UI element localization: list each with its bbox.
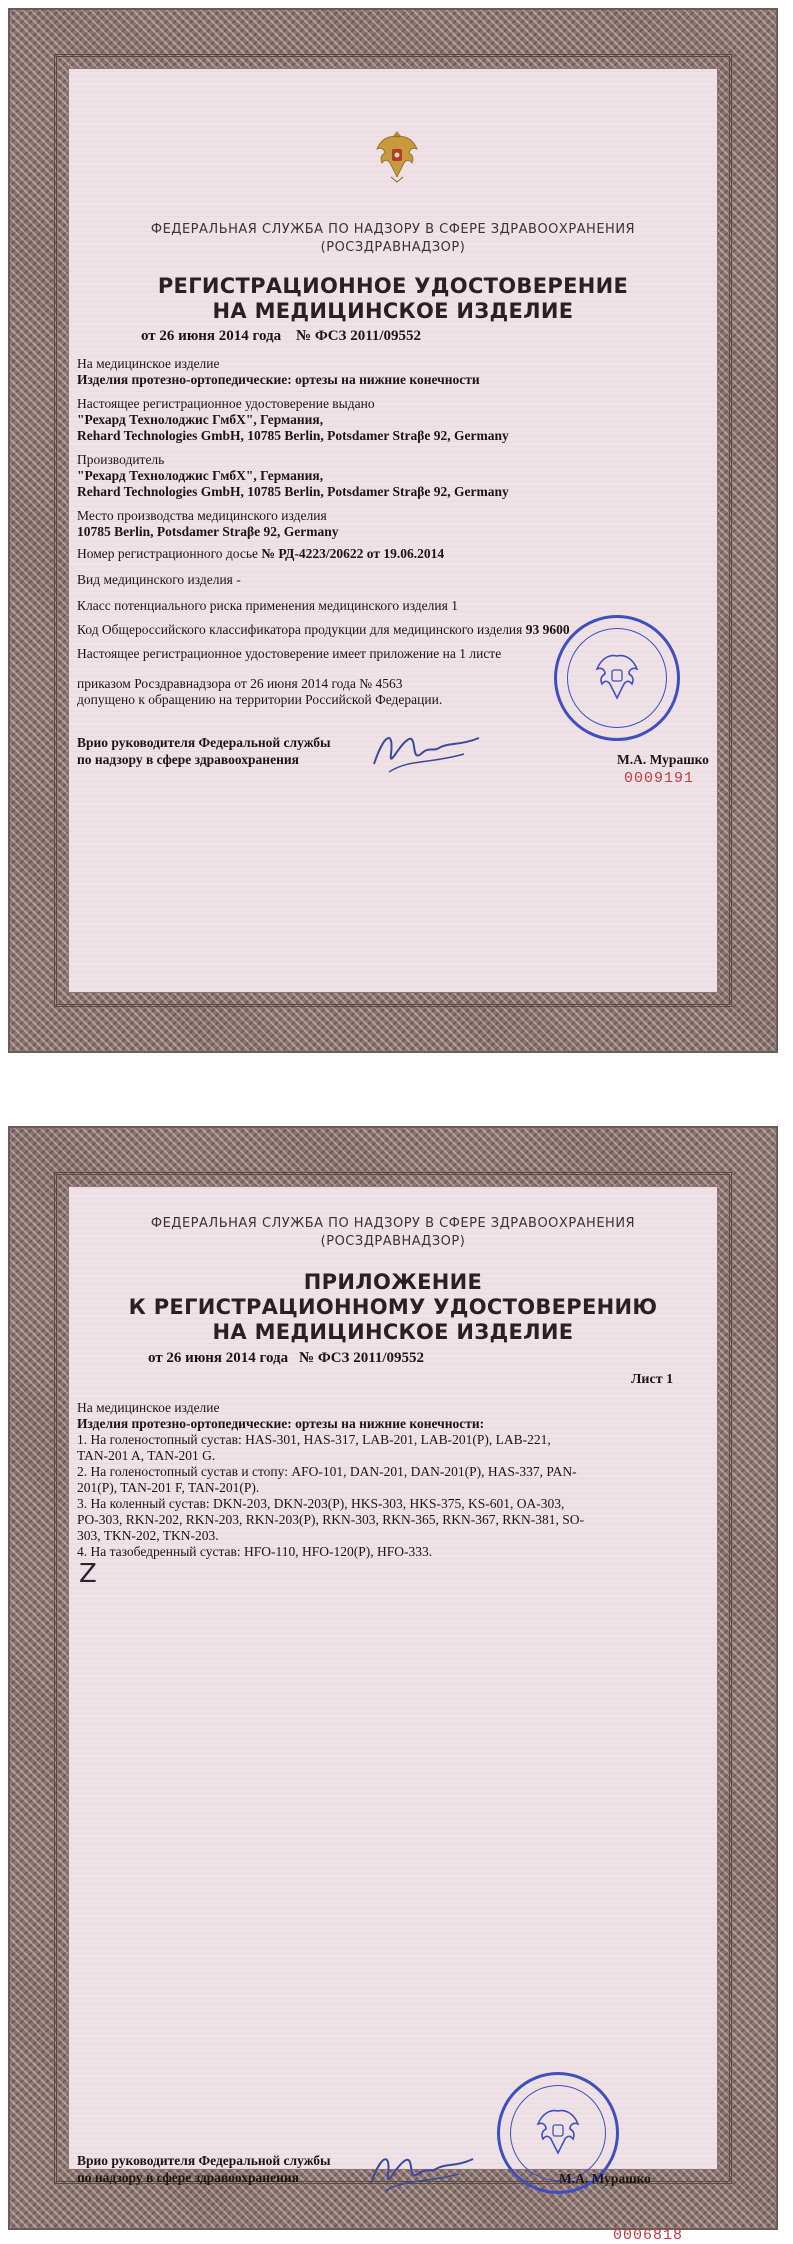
item3-line2: PO-303, RKN-202, RKN-203, RKN-203(P), RKN-303, RKN-365, RKN-367, RKN-381, SO- [77, 1512, 584, 1527]
order-line2: допущено к обращению на территории Российской Федерации. [77, 692, 443, 707]
signature [367, 2147, 477, 2197]
official-seal [554, 615, 680, 741]
device-label: На медицинское изделие [77, 1400, 220, 1415]
device-name: Изделия протезно-ортопедические: ортезы на нижние конечности [77, 372, 480, 387]
agency-short-name: (РОСЗДРАВНАДЗОР) [320, 1234, 466, 1249]
producer-line1: "Рехард Технолоджис ГмбХ", Германия, [77, 468, 324, 483]
appendix-title: ПРИЛОЖЕНИЕ [303, 1270, 483, 1294]
serial-number: 0009191 [624, 770, 695, 787]
appendix-date: от 26 июня 2014 года [148, 1350, 289, 1366]
item1-line2: TAN-201 A, TAN-201 G. [77, 1448, 216, 1463]
production-place-value: 10785 Berlin, Potsdamer Straβe 92, Germany [77, 524, 339, 539]
item3-line1: 3. На коленный сустав: DKN-203, DKN-203(P), HKS-303, HKS-375, KS-601, OA-303, [77, 1496, 565, 1511]
signer-title-line2: по надзору в сфере здравоохранения [77, 752, 299, 767]
appendix-sheet [68, 1186, 718, 2244]
okp-label: Код Общероссийского классификатора продукции для медицинского изделия [77, 622, 523, 637]
producer-line2: Rehard Technologies GmbH, 10785 Berlin, Potsdamer Straβe 92, Germany [77, 484, 509, 499]
signer-title-line2: по надзору в сфере здравоохранения [77, 2170, 299, 2185]
dossier-label: Номер регистрационного досье [77, 546, 259, 561]
issued-to-line1: "Рехард Технолоджис ГмбХ", Германия, [77, 412, 324, 427]
agency-name: ФЕДЕРАЛЬНАЯ СЛУЖБА ПО НАДЗОРУ В СФЕРЕ ЗДРАВООХРАНЕНИЯ [150, 1216, 636, 1231]
appendix-subtitle-line2: НА МЕДИЦИНСКОЕ ИЗДЕЛИЕ [212, 1320, 574, 1344]
signer-name: М.А. Мурашко [617, 752, 709, 767]
certificate-title: РЕГИСТРАЦИОННОЕ УДОСТОВЕРЕНИЕ [157, 274, 629, 298]
certificate-number: № ФСЗ 2011/09552 [296, 328, 422, 344]
item2-line1: 2. На голеностопный сустав и стопу: AFO-101, DAN-201, DAN-201(P), HAS-337, PAN- [77, 1464, 577, 1479]
serial-number: 0006818 [613, 2227, 684, 2244]
device-name: Изделия протезно-ортопедические: ортезы на нижние конечности: [77, 1416, 485, 1431]
certificate-subtitle: НА МЕДИЦИНСКОЕ ИЗДЕЛИЕ [212, 299, 574, 323]
sheet-number: Лист 1 [631, 1372, 674, 1387]
appendix-page [8, 1126, 778, 2244]
issued-to-line2: Rehard Technologies GmbH, 10785 Berlin, Potsdamer Straβe 92, Germany [77, 428, 509, 443]
item2-line2: 201(P), TAN-201 F, TAN-201(P). [77, 1480, 260, 1495]
item1-line1: 1. На голеностопный сустав: HAS-301, HAS-317, LAB-201, LAB-201(P), LAB-221, [77, 1432, 551, 1447]
order-line1: приказом Росздравнадзора от 26 июня 2014 года № 4563 [77, 676, 403, 691]
certificate-sheet [68, 68, 718, 993]
dossier-value: № РД-4223/20622 от 19.06.2014 [261, 546, 445, 561]
production-place-label: Место производства медицинского изделия [77, 508, 327, 523]
device-label: На медицинское изделие [77, 356, 220, 371]
item3-line3: 303, TKN-202, TKN-203. [77, 1528, 219, 1543]
appendix-subtitle-line1: К РЕГИСТРАЦИОННОМУ УДОСТОВЕРЕНИЮ [128, 1295, 658, 1319]
appendix-number: № ФСЗ 2011/09552 [299, 1350, 425, 1366]
signer-title-line1: Врио руководителя Федеральной службы [77, 2153, 331, 2168]
signer-title-line1: Врио руководителя Федеральной службы [77, 735, 331, 750]
russian-coat-of-arms-icon [375, 127, 419, 183]
okp-value: 93 9600 [525, 622, 570, 637]
certificate-page [8, 8, 778, 1053]
device-type-label: Вид медицинского изделия - [77, 572, 241, 587]
signature [369, 724, 489, 779]
agency-name: ФЕДЕРАЛЬНАЯ СЛУЖБА ПО НАДЗОРУ В СФЕРЕ ЗДРАВООХРАНЕНИЯ [150, 222, 636, 237]
item4-line1: 4. На тазобедренный сустав: HFO-110, HFO-120(P), HFO-333. [77, 1544, 433, 1559]
appendix-note: Настоящее регистрационное удостоверение имеет приложение на 1 листе [77, 646, 502, 661]
producer-label: Производитель [77, 452, 165, 467]
agency-short-name: (РОСЗДРАВНАДЗОР) [320, 240, 466, 255]
signer-name: М.А. Мурашко [559, 2171, 651, 2186]
issued-label: Настоящее регистрационное удостоверение выдано [77, 396, 375, 411]
handwritten-mark: Z [79, 1559, 97, 1589]
certificate-date: от 26 июня 2014 года [141, 328, 282, 344]
risk-class: Класс потенциального риска применения медицинского изделия 1 [77, 598, 458, 613]
